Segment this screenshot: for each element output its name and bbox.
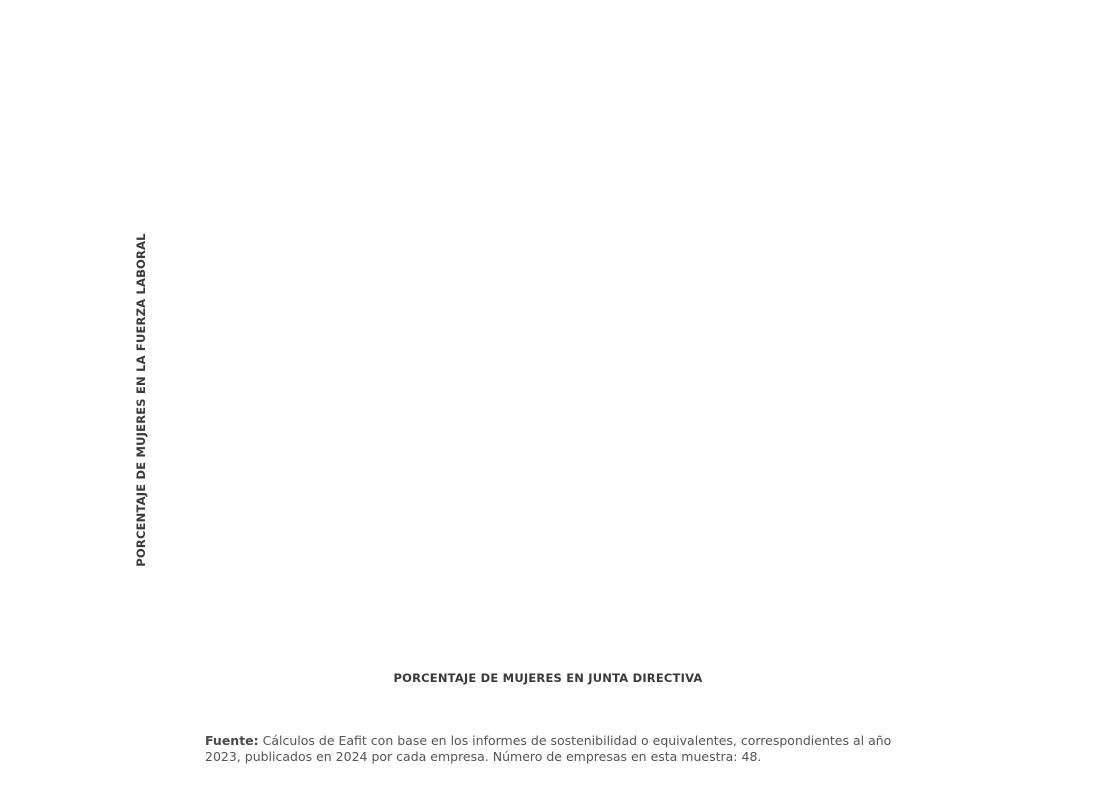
y-axis-label: PORCENTAJE DE MUJERES EN LA FUERZA LABORAL xyxy=(134,233,148,567)
source-text: Cálculos de Eafit con base en los informes de sostenibilidad o equivalentes, correspondientes al año 2023, publicados en 2024 por cada empresa. Número de empresas en esta muestra: 48. xyxy=(205,733,892,764)
plot-area xyxy=(160,20,940,640)
scatter-plot xyxy=(160,20,940,640)
source-note xyxy=(205,733,905,765)
x-axis-label: PORCENTAJE DE MUJERES EN JUNTA DIRECTIVA xyxy=(393,671,703,685)
source-prefix: Fuente: xyxy=(205,733,259,748)
